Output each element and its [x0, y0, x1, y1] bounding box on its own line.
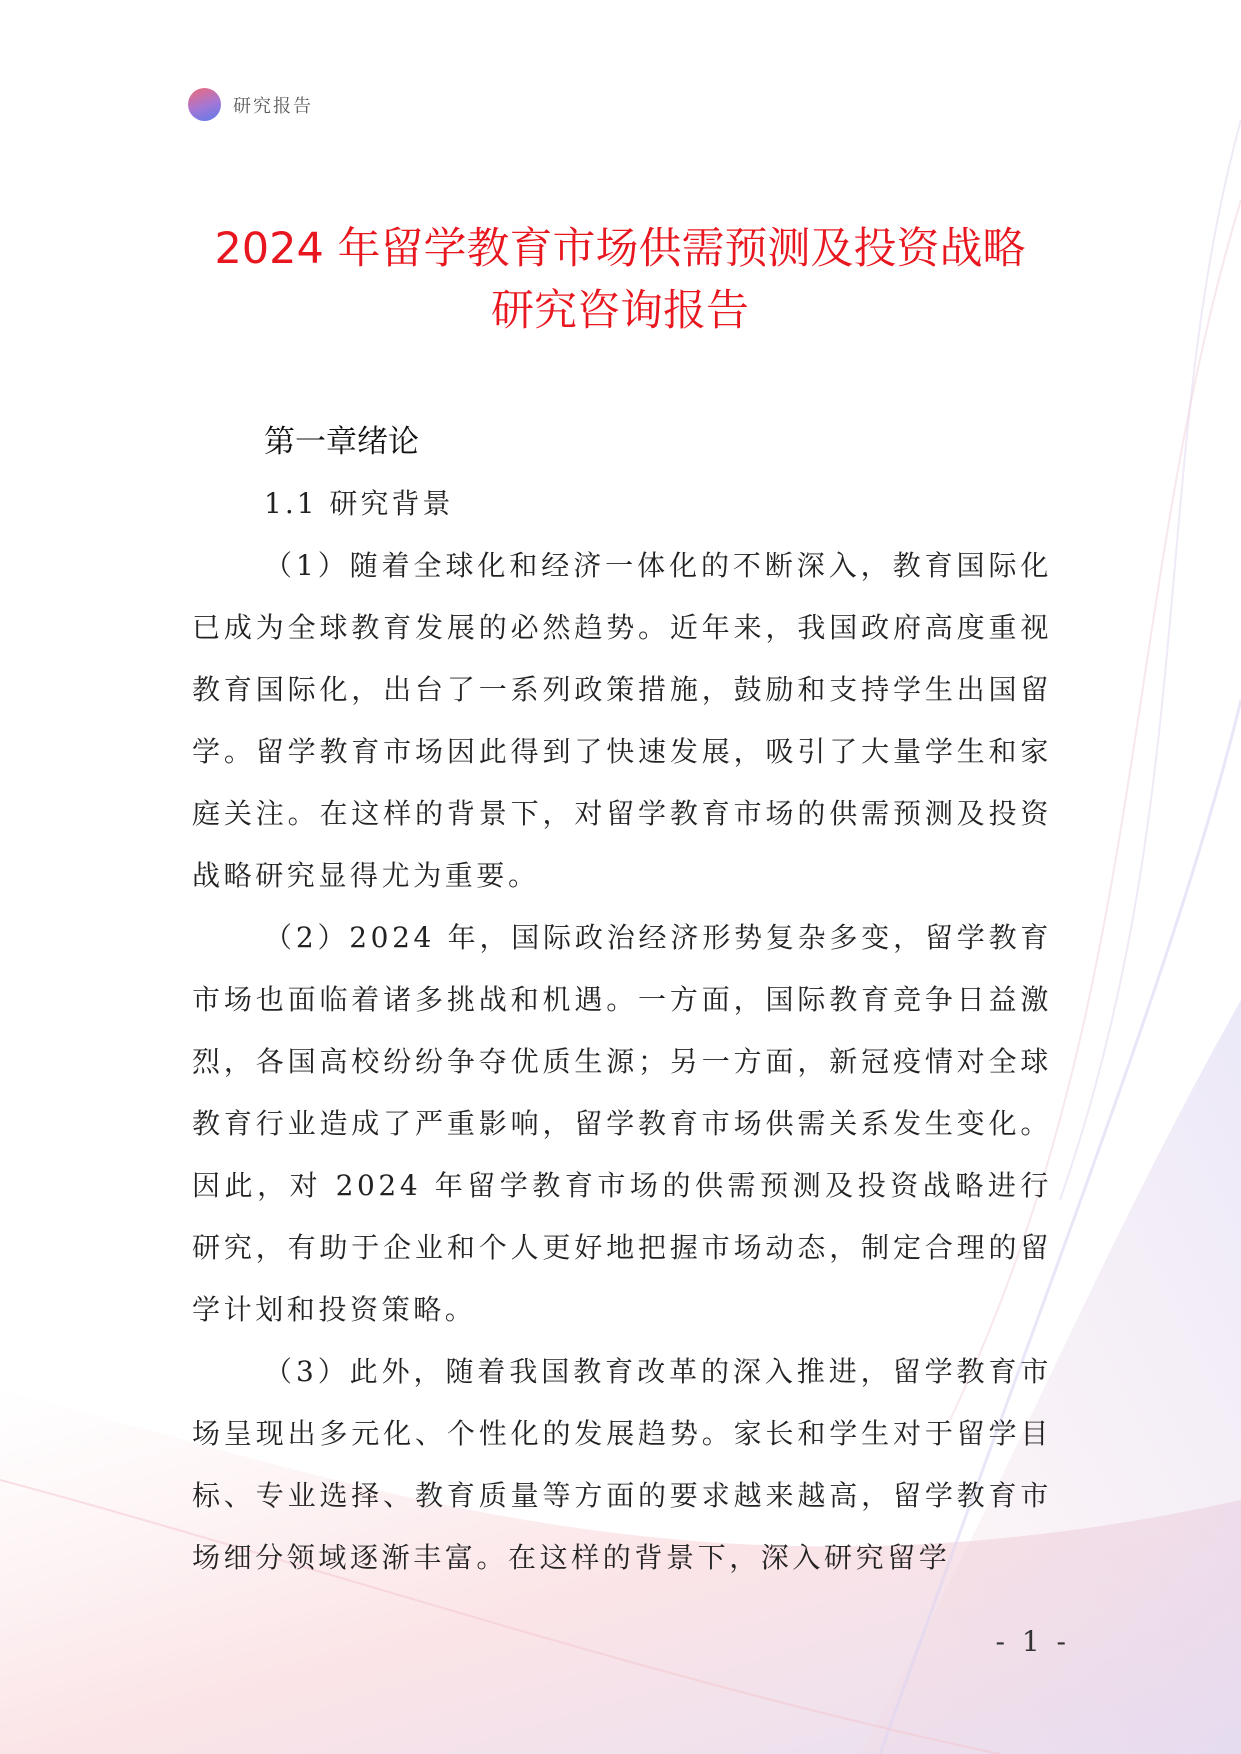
paragraph-1: （1）随着全球化和经济一体化的不断深入，教育国际化已成为全球教育发展的必然趋势。近年来，我国政府高度重视教育国际化，出台了一系列政策措施，鼓励和支持学生出国留学。留学教育市场因此得到了快速发展，吸引了大量学生和家庭关注。在这样的背景下，对留学教育市场的供需预测及投资战略研究显得尤为重要。: [192, 549, 1052, 892]
title-line-2: 研究咨询报告: [491, 286, 749, 336]
page-number: - 1 -: [995, 1625, 1070, 1658]
gradient-circle-logo-icon: [188, 88, 221, 121]
paragraph-2: （2）2024 年，国际政治经济形势复杂多变，留学教育市场也面临着诸多挑战和机遇。一方面，国际教育竞争日益激烈，各国高校纷纷争夺优质生源；另一方面，新冠疫情对全球教育行业造成了严重影响，留学教育市场供需关系发生变化。因此，对 2024 年留学教育市场的供需预测及投资战略进行研究，有助于企业和个人更好地把握市场动态，制定合理的留学计划和投资策略。: [192, 921, 1052, 1326]
section-heading: 1.1 研究背景: [264, 487, 454, 520]
paragraph-3: （3）此外，随着我国教育改革的深入推进，留学教育市场呈现出多元化、个性化的发展趋势。家长和学生对于留学目标、专业选择、教育质量等方面的要求越来越高，留学教育市场细分领域逐渐丰富。在这样的背景下，深入研究留学: [192, 1355, 1052, 1574]
title-line-1: 2024 年留学教育市场供需预测及投资战略: [214, 224, 1026, 274]
document-title: [120, 218, 1120, 342]
chapter-heading: 第一章绪论: [264, 424, 419, 460]
document-body: [192, 411, 1052, 1589]
page-header: [188, 88, 313, 121]
header-label: 研究报告: [233, 95, 313, 117]
